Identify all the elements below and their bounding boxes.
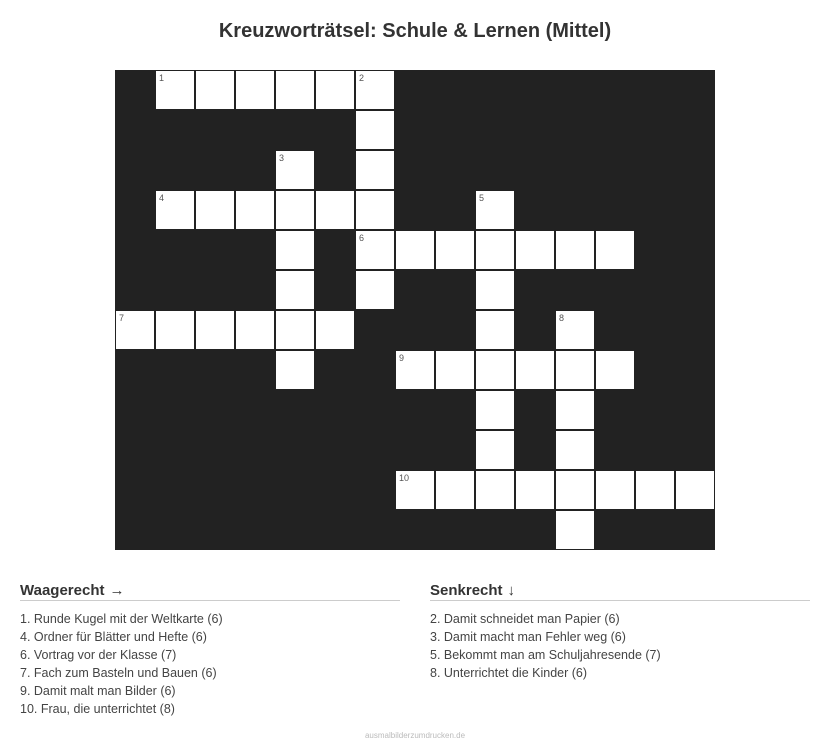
grid-cell[interactable]: [275, 350, 315, 390]
across-clue: 4. Ordner für Blätter und Hefte (6): [20, 630, 207, 644]
across-clue: 9. Damit malt man Bilder (6): [20, 684, 176, 698]
crossword-grid: [115, 70, 715, 550]
grid-cell[interactable]: [355, 110, 395, 150]
clue-number: 9: [399, 353, 405, 363]
right-arrow-icon: →: [109, 582, 125, 599]
clue-number: 10: [399, 473, 410, 483]
grid-cell[interactable]: [395, 350, 435, 390]
grid-cell[interactable]: [595, 470, 635, 510]
grid-cell[interactable]: [555, 310, 595, 350]
clue-number: 3: [279, 153, 285, 163]
clue-number: 5: [479, 193, 485, 203]
clue-number: 4: [159, 193, 165, 203]
grid-cell[interactable]: [555, 230, 595, 270]
grid-cell[interactable]: [475, 430, 515, 470]
down-heading-label: Senkrecht: [430, 582, 503, 599]
grid-cell[interactable]: [555, 430, 595, 470]
grid-cell[interactable]: [515, 230, 555, 270]
down-clue: 2. Damit schneidet man Papier (6): [430, 612, 620, 626]
down-arrow-icon: ↓: [507, 582, 516, 599]
clue-number: 2: [359, 73, 365, 83]
grid-cell[interactable]: [275, 190, 315, 230]
grid-cell[interactable]: [355, 230, 395, 270]
grid-cell[interactable]: [355, 190, 395, 230]
grid-cell[interactable]: [555, 470, 595, 510]
grid-cell[interactable]: [595, 230, 635, 270]
grid-cell[interactable]: [555, 390, 595, 430]
grid-cell[interactable]: [195, 70, 235, 110]
down-clues: [430, 582, 810, 682]
grid-cell[interactable]: [475, 470, 515, 510]
grid-cell[interactable]: [275, 150, 315, 190]
grid-cell[interactable]: [475, 230, 515, 270]
down-clue: 8. Unterrichtet die Kinder (6): [430, 666, 588, 680]
across-clue: 1. Runde Kugel mit der Weltkarte (6): [20, 612, 223, 626]
grid-cell[interactable]: [555, 350, 595, 390]
down-heading: [430, 582, 810, 601]
grid-cell[interactable]: [555, 510, 595, 550]
across-clue: 10. Frau, die unterrichtet (8): [20, 702, 175, 716]
grid-cell[interactable]: [155, 70, 195, 110]
grid-cell[interactable]: [315, 190, 355, 230]
grid-cell[interactable]: [435, 230, 475, 270]
grid-cell[interactable]: [475, 390, 515, 430]
grid-cell[interactable]: [355, 270, 395, 310]
clue-number: 8: [559, 313, 565, 323]
grid-cell[interactable]: [275, 310, 315, 350]
across-clue: 6. Vortrag vor der Klasse (7): [20, 648, 177, 662]
grid-cell[interactable]: [275, 270, 315, 310]
grid-cell[interactable]: [195, 190, 235, 230]
down-clue: 3. Damit macht man Fehler weg (6): [430, 630, 626, 644]
grid-cell[interactable]: [515, 470, 555, 510]
grid-cell[interactable]: [475, 270, 515, 310]
across-heading: [20, 582, 400, 601]
grid-cell[interactable]: [155, 190, 195, 230]
grid-cell[interactable]: [395, 230, 435, 270]
across-clues: [20, 582, 400, 718]
grid-cell[interactable]: [475, 310, 515, 350]
grid-cell[interactable]: [235, 70, 275, 110]
across-clue: 7. Fach zum Basteln und Bauen (6): [20, 666, 217, 680]
grid-cell[interactable]: [315, 310, 355, 350]
grid-cell[interactable]: [235, 190, 275, 230]
grid-cell[interactable]: [395, 470, 435, 510]
grid-cell[interactable]: [155, 310, 195, 350]
footer-credit: ausmalbilderzumdrucken.de: [364, 731, 466, 740]
grid-cell[interactable]: [515, 350, 555, 390]
clue-number: 1: [159, 73, 165, 83]
across-heading-label: Waagerecht: [20, 582, 105, 599]
down-clue: 5. Bekommt man am Schuljahresende (7): [430, 648, 661, 662]
grid-cell[interactable]: [115, 310, 155, 350]
clue-number: 7: [119, 313, 125, 323]
grid-cell[interactable]: [355, 150, 395, 190]
clue-number: 6: [359, 233, 365, 243]
grid-cell[interactable]: [195, 310, 235, 350]
grid-cell[interactable]: [675, 470, 715, 510]
grid-cell[interactable]: [355, 70, 395, 110]
grid-cell[interactable]: [275, 230, 315, 270]
grid-cell[interactable]: [435, 470, 475, 510]
grid-cell[interactable]: [235, 310, 275, 350]
grid-cell[interactable]: [435, 350, 475, 390]
grid-cell[interactable]: [595, 350, 635, 390]
grid-cell[interactable]: [475, 190, 515, 230]
grid-cell[interactable]: [475, 350, 515, 390]
puzzle-title: Kreuzworträtsel: Schule & Lernen (Mittel): [218, 20, 612, 42]
grid-cell[interactable]: [275, 70, 315, 110]
grid-cell[interactable]: [635, 470, 675, 510]
grid-cell[interactable]: [315, 70, 355, 110]
